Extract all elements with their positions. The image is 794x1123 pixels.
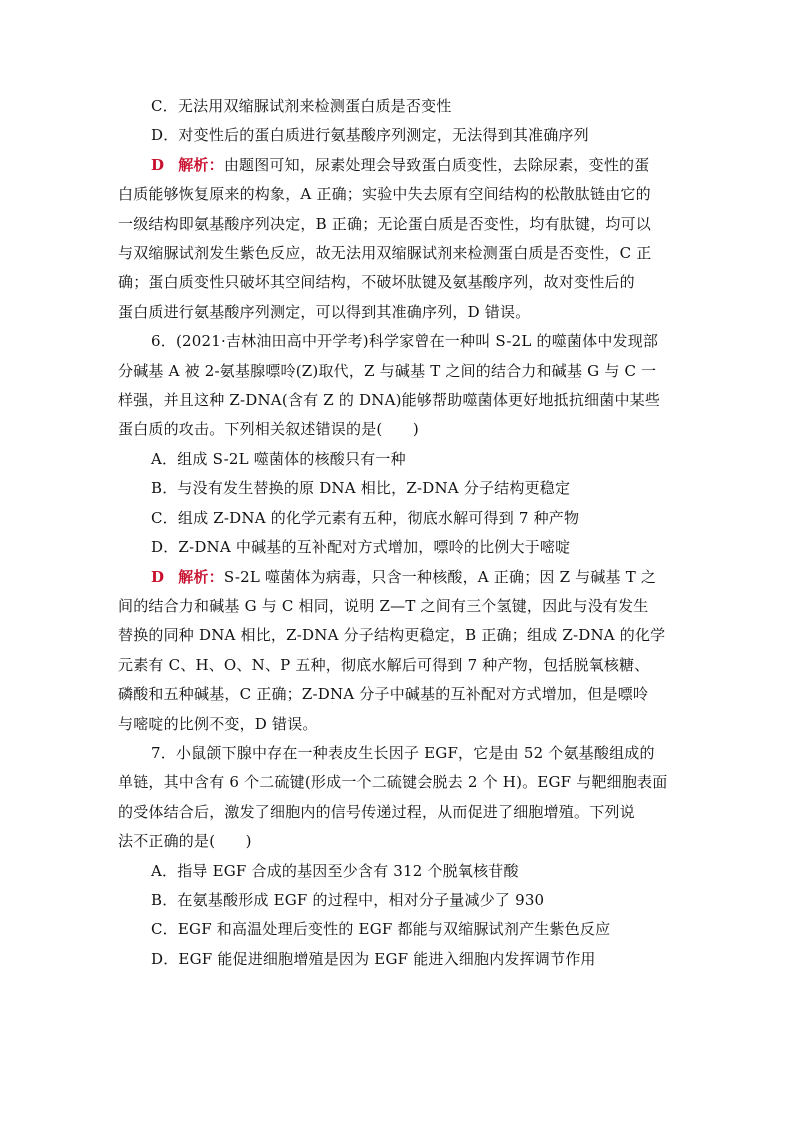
q6-analysis-line: 与嘧啶的比例不变，D 错误。 — [118, 714, 318, 733]
q6-analysis-line: 替换的同种 DNA 相比，Z-DNA 分子结构更稳定，B 正确；组成 Z-DNA 的化学 — [118, 626, 666, 645]
q5-analysis-line: 确；蛋白质变性只破坏其空间结构，不破坏肽键及氨基酸序列，故对变性后的 — [118, 273, 635, 292]
q7-stem-line: 单链，其中含有 6 个二硫键(形成一个二硫键会脱去 2 个 H)。EGF 与靶细胞表面 — [118, 773, 668, 792]
q5-analysis-line-1 — [118, 151, 678, 180]
q6-stem-line: 蛋白质的攻击。下列相关叙述错误的是( ) — [118, 420, 419, 439]
q5-analysis-line: 与双缩脲试剂发生紫色反应，故无法用双缩脲试剂来检测蛋白质是否变性，C 正 — [118, 244, 652, 263]
q7-stem-line: 的受体结合后，激发了细胞内的信号传递过程，从而促进了细胞增殖。下列说 — [118, 802, 635, 821]
q6-analysis-line: 磷酸和五种碱基，C 正确；Z-DNA 分子中碱基的互补配对方式增加，但是嘌呤 — [118, 685, 649, 704]
q6-analysis-text: S-2L 噬菌体为病毒，只含一种核酸，A 正确；因 Z 与碱基 T 之 — [223, 567, 657, 586]
q6-analysis-line: 间的结合力和碱基 G 与 C 相同，说明 Z—T 之间有三个氢键，因此与没有发生 — [118, 596, 649, 615]
q5-option-d: D．对变性后的蛋白质进行氨基酸序列测定，无法得到其准确序列 — [151, 126, 589, 145]
q7-option-a: A．指导 EGF 合成的基因至少含有 312 个脱氧核苷酸 — [151, 861, 519, 880]
q5-analysis-line: 一级结构即氨基酸序列决定，B 正确；无论蛋白质是否变性，均有肽键，均可以 — [118, 214, 651, 233]
q7-option-c: C．EGF 和高温处理后变性的 EGF 都能与双缩脲试剂产生紫色反应 — [151, 920, 611, 939]
q5-analysis-line: 蛋白质进行氨基酸序列测定，可以得到其准确序列，D 错误。 — [118, 302, 531, 321]
q7-stem-line: 7．小鼠颌下腺中存在一种表皮生长因子 EGF，它是由 52 个氨基酸组成的 — [151, 743, 655, 762]
q7-option-d: D．EGF 能促进细胞增殖是因为 EGF 能进入细胞内发挥调节作用 — [151, 949, 596, 968]
q6-option-a: A．组成 S-2L 噬菌体的核酸只有一种 — [151, 449, 406, 468]
q5-analysis-tag: 解析： — [178, 155, 224, 174]
q5-analysis-line: 白质能够恢复原来的构象，A 正确；实验中失去原有空间结构的松散肽链由它的 — [118, 185, 651, 204]
q6-analysis-tag: 解析： — [178, 567, 224, 586]
q5-option-c: C．无法用双缩脲试剂来检测蛋白质是否变性 — [151, 97, 452, 115]
q7-option-b: B．在氨基酸形成 EGF 的过程中，相对分子量减少了 930 — [151, 890, 545, 909]
page-content — [118, 92, 678, 974]
q6-analysis-line: 元素有 C、H、O、N、P 五种，彻底水解后可得到 7 种产物，包括脱氧核糖、 — [118, 655, 650, 674]
q7-stem-line: 法不正确的是( ) — [118, 832, 252, 851]
q6-stem-line: 分碱基 A 被 2-氨基腺嘌呤(Z)取代，Z 与碱基 T 之间的结合力和碱基 G 与 C 一 — [118, 361, 657, 380]
q6-stem-line: 样强，并且这种 Z-DNA(含有 Z 的 DNA)能够帮助噬菌体更好地抵抗细菌中某些 — [118, 391, 661, 410]
q6-analysis-line-1 — [118, 563, 678, 592]
q6-option-c: C．组成 Z-DNA 的化学元素有五种，彻底水解可得到 7 种产物 — [151, 508, 580, 527]
q5-analysis-text: 由题图可知，尿素处理会导致蛋白质变性，去除尿素，变性的蛋 — [223, 155, 650, 174]
q6-option-d: D．Z-DNA 中碱基的互补配对方式增加，嘌呤的比例大于嘧啶 — [151, 538, 571, 557]
q6-option-b: B．与没有发生替换的原 DNA 相比，Z-DNA 分子结构更稳定 — [151, 479, 571, 498]
q6-stem-line: 6．(2021·吉林油田高中开学考)科学家曾在一种叫 S-2L 的噬菌体中发现部 — [151, 332, 659, 351]
q5-answer-letter: D — [151, 155, 165, 174]
q6-answer-letter: D — [151, 567, 165, 586]
